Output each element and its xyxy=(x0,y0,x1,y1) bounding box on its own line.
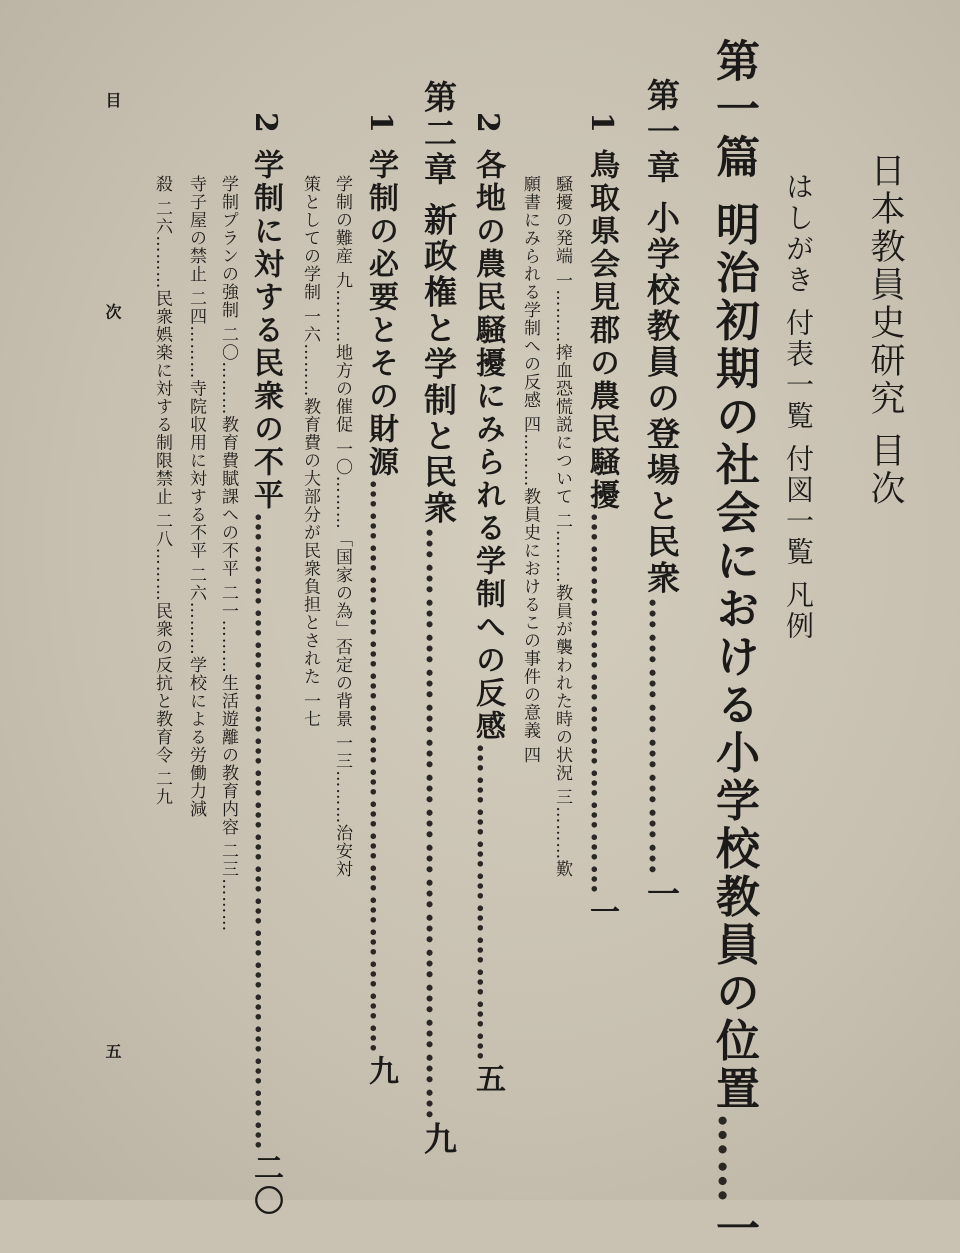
section-title: 2 各地の農民騒擾にみられる学制への反感 xyxy=(470,112,505,744)
sub-entry-line: 殺 二六………民衆娯楽に対する制限禁止 二八………民衆の反抗と教育令 二九 xyxy=(152,175,172,807)
sub-entry-line: 学制プランの強制 二〇………教育費賦課への不平 二一………生活遊離の教育内容 二三……… xyxy=(218,175,238,933)
section-title: 2 学制に対する民衆の不平 xyxy=(248,112,283,513)
part-title: 第一篇 明治初期の社会における小学校教員の位置 xyxy=(708,38,759,1114)
page-ref: 一 xyxy=(642,876,681,913)
chapter-heading xyxy=(642,78,681,913)
chapter-heading xyxy=(419,80,458,1158)
dot-leader: …… xyxy=(708,1113,759,1206)
page-ref: 五 xyxy=(470,1063,505,1097)
section-title: 1 鳥取県会見郡の農民騒擾 xyxy=(584,112,619,513)
section-heading xyxy=(584,112,619,930)
page-number: 五 xyxy=(103,1043,122,1059)
dot-leader: ……………………………… xyxy=(584,512,619,897)
front-matter: はしがき 付表一覧 付図一覧 凡例 xyxy=(782,172,815,642)
page-ref: 一 xyxy=(584,896,619,930)
sub-entry-line: 願書にみられる学制への反感 四………教員史におけるこの事件の意義 四 xyxy=(520,175,540,764)
sub-entry-line: 騒擾の発端 一………搾血恐慌説について 二………教員が襲われた時の状況 三………歎 xyxy=(552,175,572,879)
book-title: 日本教員史研究 目次 xyxy=(865,152,905,509)
section-heading xyxy=(470,112,505,1097)
page-ref: 九 xyxy=(363,1055,398,1089)
section-heading xyxy=(363,112,398,1089)
dot-leader: …………………… xyxy=(642,596,681,877)
sub-entry-line: 寺子屋の禁止 二四………寺院収用に対する不平 二六………学校による労働力減 xyxy=(186,175,206,818)
page-ref: 一 xyxy=(708,1205,759,1253)
running-head: 目 次 xyxy=(103,92,122,415)
dot-leader: ……………………………………………… xyxy=(363,479,398,1056)
sub-entry-line: 策としての学制 一六………教育費の大部分が民衆負担とされた 一七 xyxy=(300,175,320,728)
page-ref: 二〇 xyxy=(248,1152,283,1219)
sub-entry-line: 学制の難産 九………地方の催促 一〇………「国家の為」否定の背景 一三………治安対 xyxy=(332,175,352,879)
dot-leader: …………………………………………… xyxy=(419,526,458,1122)
chapter-title: 第一章 小学校教員の登場と民衆 xyxy=(642,78,681,597)
section-title: 1 学制の必要とその財源 xyxy=(363,112,398,480)
dot-leader: …………………………………………………… xyxy=(248,512,283,1153)
dot-leader: ………………………… xyxy=(470,743,505,1064)
page-ref: 九 xyxy=(419,1121,458,1158)
part-heading xyxy=(708,38,759,1253)
section-heading xyxy=(248,112,283,1219)
chapter-title: 第二章 新政権と学制と民衆 xyxy=(419,80,458,527)
